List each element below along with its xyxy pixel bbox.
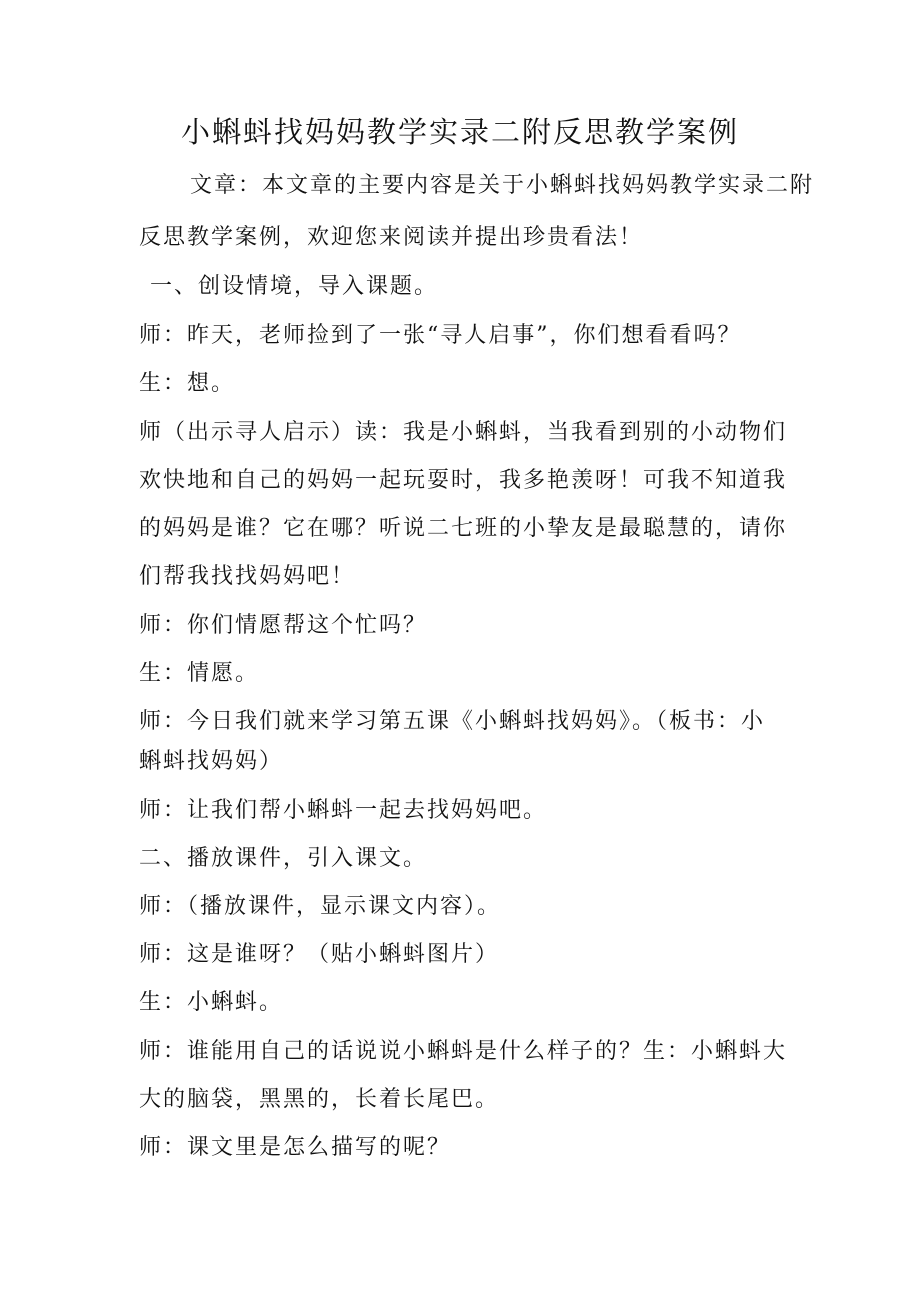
paragraph-line: 师：（播放课件，显示课文内容）。 <box>139 894 502 919</box>
paragraph-line: 师：这是谁呀？（贴小蝌蚪图片） <box>139 942 500 967</box>
paragraph-line: 师：让我们帮小蝌蚪一起去找妈妈吧。 <box>139 798 548 823</box>
abstract-line-1: 文章：本文章的主要内容是关于小蝌蚪找妈妈教学实录二附 <box>190 173 815 198</box>
paragraph-line: 师：你们情愿帮这个忙吗？ <box>139 613 428 638</box>
paragraph-line: 蝌蚪找妈妈） <box>139 749 284 774</box>
paragraph-line: 大的脑袋，黑黑的，长着长尾巴。 <box>139 1087 500 1112</box>
paragraph-line: 生：情愿。 <box>139 661 260 686</box>
paragraph-line: 生：想。 <box>139 371 236 396</box>
abstract-line-2: 反思教学案例，欢迎您来阅读并提出珍贵看法！ <box>139 225 644 250</box>
paragraph-line: 的妈妈是谁？它在哪？听说二七班的小挚友是最聪慧的，请你 <box>139 516 788 541</box>
paragraph-line: 师：课文里是怎么描写的呢？ <box>139 1135 452 1160</box>
paragraph-line: 欢快地和自己的妈妈一起玩耍时，我多艳羡呀！可我不知道我 <box>139 468 788 493</box>
paragraph-line: 师：谁能用自己的话说说小蝌蚪是什么样子的？生：小蝌蚪大 <box>139 1039 788 1064</box>
document-title: 小蝌蚪找妈妈教学实录二附反思教学案例 <box>180 115 739 149</box>
paragraph-line: 师：昨天，老师捡到了一张“寻人启事”，你们想看看吗？ <box>139 323 742 348</box>
paragraph-line: 们帮我找找妈妈吧！ <box>139 564 356 589</box>
section-heading-1: 一、创设情境，导入课题。 <box>150 274 439 299</box>
paragraph-line: 师：今日我们就来学习第五课《小蝌蚪找妈妈》。（板书：小 <box>139 709 766 734</box>
paragraph-line: 生：小蝌蚪。 <box>139 990 284 1015</box>
section-heading-2: 二、播放课件，引入课文。 <box>139 846 428 871</box>
paragraph-line: 师（出示寻人启示）读：我是小蝌蚪，当我看到别的小动物们 <box>139 420 788 445</box>
